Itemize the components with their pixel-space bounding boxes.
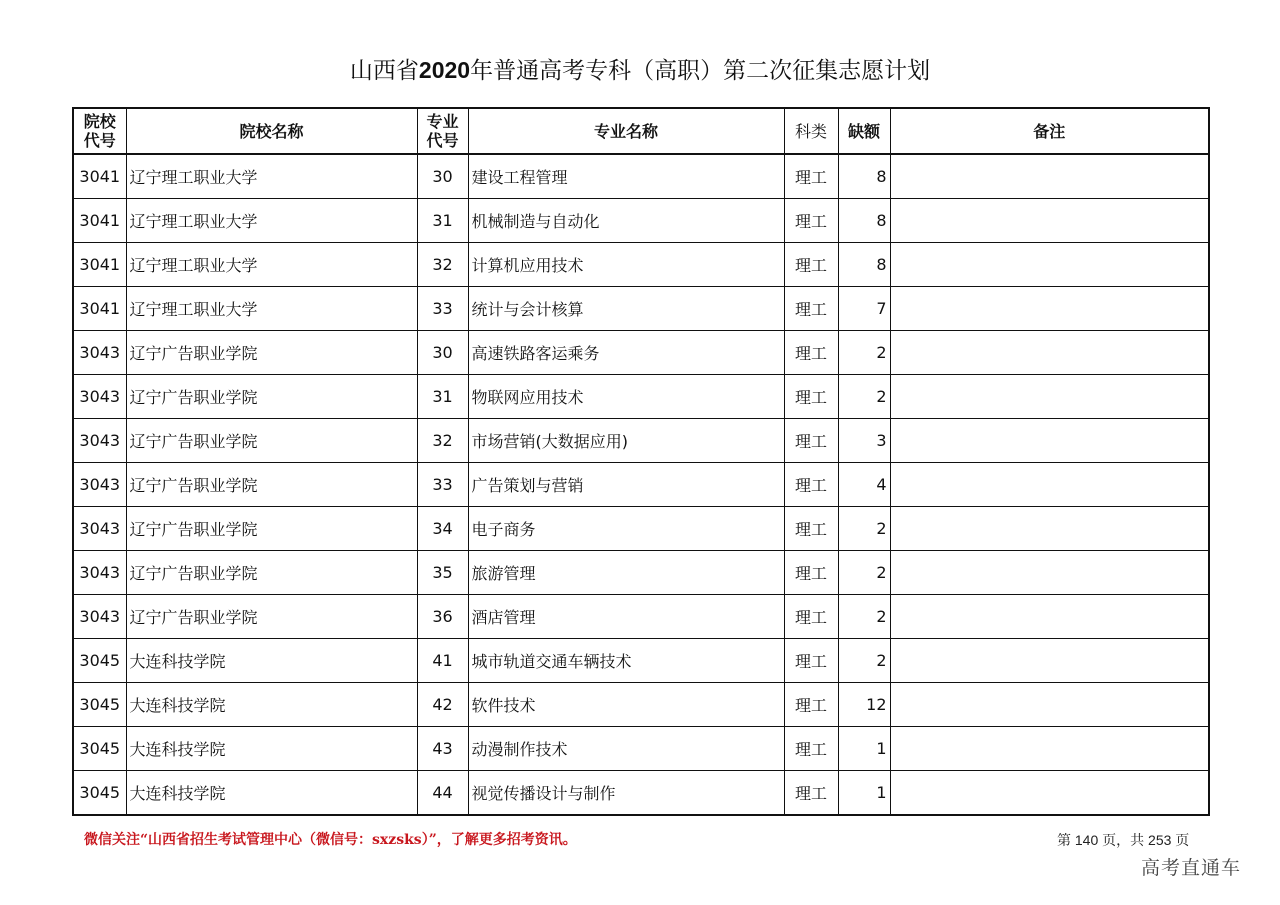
cell-vacancies: 8 — [838, 243, 890, 287]
cell-vacancies: 2 — [838, 375, 890, 419]
cell-remarks — [890, 375, 1209, 419]
cell-remarks — [890, 639, 1209, 683]
cell-category: 理工 — [784, 639, 838, 683]
table-row — [73, 771, 1209, 816]
cell-school-name: 辽宁广告职业学院 — [126, 463, 417, 507]
page-indicator: 第 140 页，共 253 页 — [1057, 832, 1190, 848]
cell-school-name: 大连科技学院 — [126, 683, 417, 727]
cell-category: 理工 — [784, 595, 838, 639]
cell-school-code: 3045 — [73, 683, 126, 727]
cell-major-code: 34 — [417, 507, 468, 551]
cell-school-code: 3041 — [73, 287, 126, 331]
cell-category: 理工 — [784, 507, 838, 551]
cell-category: 理工 — [784, 551, 838, 595]
cell-school-name: 辽宁理工职业大学 — [126, 243, 417, 287]
header-major-name: 专业名称 — [468, 108, 784, 154]
table-row — [73, 331, 1209, 375]
table-row — [73, 463, 1209, 507]
cell-major-name: 统计与会计核算 — [468, 287, 784, 331]
cell-major-name: 旅游管理 — [468, 551, 784, 595]
cell-major-code: 33 — [417, 463, 468, 507]
title-year: 2020 — [418, 57, 471, 83]
cell-remarks — [890, 683, 1209, 727]
cell-major-code: 36 — [417, 595, 468, 639]
title-prefix: 山西省 — [349, 58, 419, 84]
watermark-text: 高考直通车 — [1141, 857, 1242, 879]
cell-category: 理工 — [784, 419, 838, 463]
cell-vacancies: 8 — [838, 199, 890, 243]
cell-major-name: 软件技术 — [468, 683, 784, 727]
cell-category: 理工 — [784, 727, 838, 771]
cell-remarks — [890, 727, 1209, 771]
cell-major-code: 35 — [417, 551, 468, 595]
cell-remarks — [890, 595, 1209, 639]
cell-school-code: 3043 — [73, 595, 126, 639]
cell-school-code: 3043 — [73, 463, 126, 507]
cell-major-name: 高速铁路客运乘务 — [468, 331, 784, 375]
table-row — [73, 595, 1209, 639]
cell-category: 理工 — [784, 287, 838, 331]
table-row — [73, 419, 1209, 463]
cell-category: 理工 — [784, 375, 838, 419]
cell-major-code: 31 — [417, 199, 468, 243]
cell-category: 理工 — [784, 331, 838, 375]
cell-remarks — [890, 243, 1209, 287]
cell-vacancies: 2 — [838, 507, 890, 551]
cell-vacancies: 1 — [838, 727, 890, 771]
cell-school-code: 3045 — [73, 639, 126, 683]
cell-vacancies: 2 — [838, 551, 890, 595]
table-row — [73, 727, 1209, 771]
cell-major-code: 42 — [417, 683, 468, 727]
cell-remarks — [890, 771, 1209, 816]
cell-major-code: 30 — [417, 154, 468, 199]
cell-major-code: 32 — [417, 243, 468, 287]
table-row — [73, 243, 1209, 287]
cell-vacancies: 4 — [838, 463, 890, 507]
title-suffix: 年普通高考专科（高职）第二次征集志愿计划 — [470, 58, 931, 84]
table-row — [73, 375, 1209, 419]
header-school-code: 院校代号 — [73, 108, 126, 154]
cell-vacancies: 12 — [838, 683, 890, 727]
table-row — [73, 154, 1209, 199]
cell-remarks — [890, 287, 1209, 331]
cell-remarks — [890, 199, 1209, 243]
table-row — [73, 199, 1209, 243]
table-row — [73, 507, 1209, 551]
cell-major-code: 43 — [417, 727, 468, 771]
cell-vacancies: 2 — [838, 331, 890, 375]
cell-school-name: 辽宁广告职业学院 — [126, 595, 417, 639]
cell-major-name: 城市轨道交通车辆技术 — [468, 639, 784, 683]
cell-major-code: 33 — [417, 287, 468, 331]
table-row — [73, 287, 1209, 331]
cell-vacancies: 2 — [838, 639, 890, 683]
header-school-name: 院校名称 — [126, 108, 417, 154]
cell-school-name: 辽宁广告职业学院 — [126, 551, 417, 595]
cell-school-name: 辽宁广告职业学院 — [126, 419, 417, 463]
cell-major-name: 物联网应用技术 — [468, 375, 784, 419]
cell-major-name: 机械制造与自动化 — [468, 199, 784, 243]
cell-school-code: 3041 — [73, 243, 126, 287]
cell-vacancies: 3 — [838, 419, 890, 463]
cell-school-name: 辽宁理工职业大学 — [126, 199, 417, 243]
cell-remarks — [890, 419, 1209, 463]
cell-major-name: 建设工程管理 — [468, 154, 784, 199]
cell-category: 理工 — [784, 771, 838, 816]
table-row — [73, 639, 1209, 683]
cell-school-name: 大连科技学院 — [126, 771, 417, 816]
cell-vacancies: 8 — [838, 154, 890, 199]
cell-school-code: 3043 — [73, 507, 126, 551]
cell-major-code: 30 — [417, 331, 468, 375]
header-vacancies: 缺额 — [838, 108, 890, 154]
page-title — [0, 52, 1280, 85]
cell-major-code: 31 — [417, 375, 468, 419]
cell-category: 理工 — [784, 243, 838, 287]
cell-major-code: 44 — [417, 771, 468, 816]
cell-school-name: 大连科技学院 — [126, 727, 417, 771]
enrollment-plan-table — [72, 107, 1210, 816]
cell-major-name: 动漫制作技术 — [468, 727, 784, 771]
cell-category: 理工 — [784, 154, 838, 199]
cell-remarks — [890, 331, 1209, 375]
cell-remarks — [890, 507, 1209, 551]
wechat-follow-note: 微信关注“山西省招生考试管理中心（微信号：sxzsks）”，了解更多招考资讯。 — [84, 832, 577, 848]
table-body — [73, 154, 1209, 815]
cell-vacancies: 1 — [838, 771, 890, 816]
cell-school-name: 辽宁理工职业大学 — [126, 154, 417, 199]
cell-vacancies: 2 — [838, 595, 890, 639]
cell-school-code: 3041 — [73, 199, 126, 243]
cell-school-code: 3043 — [73, 331, 126, 375]
cell-major-name: 广告策划与营销 — [468, 463, 784, 507]
cell-major-code: 32 — [417, 419, 468, 463]
cell-school-name: 辽宁理工职业大学 — [126, 287, 417, 331]
cell-major-name: 计算机应用技术 — [468, 243, 784, 287]
header-major-code: 专业代号 — [417, 108, 468, 154]
cell-school-code: 3045 — [73, 771, 126, 816]
cell-major-name: 酒店管理 — [468, 595, 784, 639]
cell-school-code: 3041 — [73, 154, 126, 199]
cell-vacancies: 7 — [838, 287, 890, 331]
cell-category: 理工 — [784, 683, 838, 727]
cell-school-code: 3045 — [73, 727, 126, 771]
cell-school-name: 大连科技学院 — [126, 639, 417, 683]
cell-remarks — [890, 154, 1209, 199]
header-category: 科类 — [784, 108, 838, 154]
table-row — [73, 683, 1209, 727]
cell-school-name: 辽宁广告职业学院 — [126, 507, 417, 551]
cell-school-code: 3043 — [73, 419, 126, 463]
cell-school-name: 辽宁广告职业学院 — [126, 331, 417, 375]
cell-category: 理工 — [784, 199, 838, 243]
cell-major-code: 41 — [417, 639, 468, 683]
cell-school-name: 辽宁广告职业学院 — [126, 375, 417, 419]
cell-school-code: 3043 — [73, 375, 126, 419]
cell-school-code: 3043 — [73, 551, 126, 595]
cell-category: 理工 — [784, 463, 838, 507]
cell-major-name: 电子商务 — [468, 507, 784, 551]
cell-major-name: 市场营销(大数据应用) — [468, 419, 784, 463]
table-row — [73, 551, 1209, 595]
table-header-row — [73, 108, 1209, 154]
cell-major-name: 视觉传播设计与制作 — [468, 771, 784, 816]
header-remarks: 备注 — [890, 108, 1209, 154]
cell-remarks — [890, 463, 1209, 507]
cell-remarks — [890, 551, 1209, 595]
